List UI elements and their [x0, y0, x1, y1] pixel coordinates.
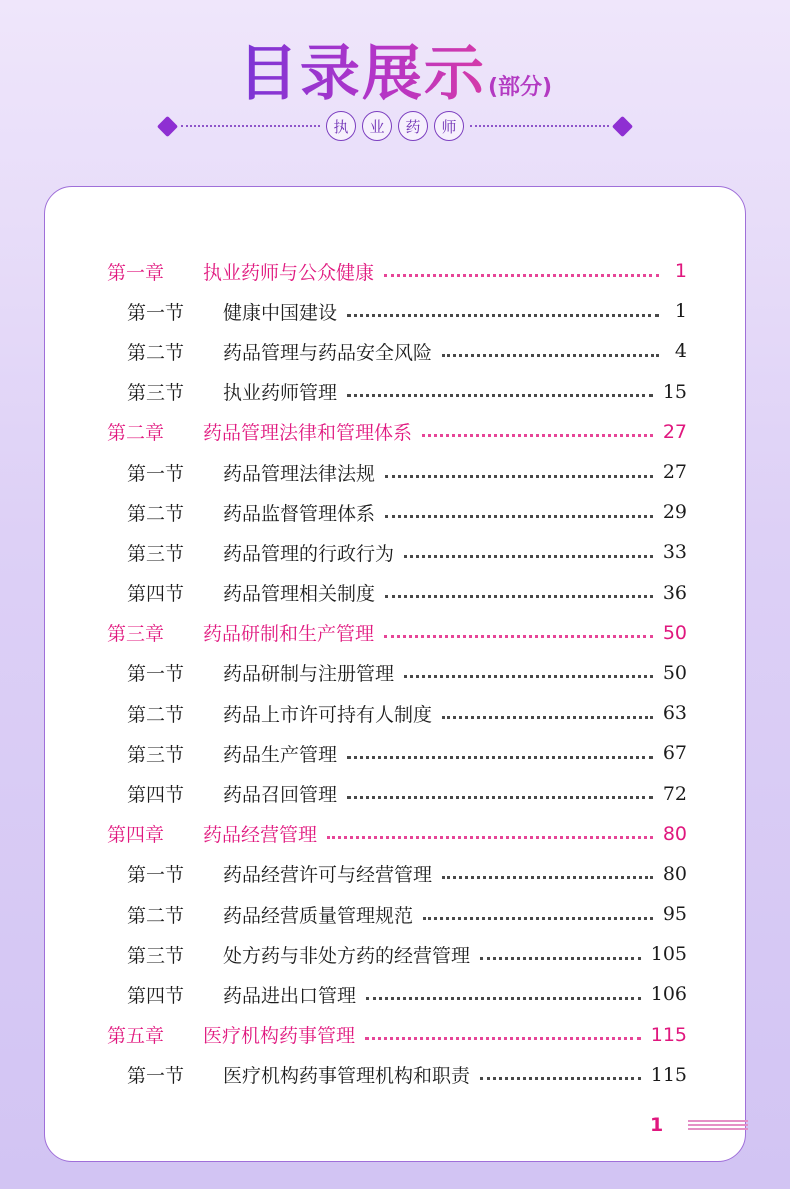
section-title: 健康中国建设 — [223, 301, 338, 324]
section-label: 第二节 — [127, 904, 185, 927]
toc-section-row[interactable] — [107, 934, 687, 974]
section-title: 药品生产管理 — [223, 743, 338, 766]
toc-chapter-row[interactable] — [107, 251, 687, 291]
chapter-page-number: 1 — [674, 260, 687, 283]
toc-chapter-row[interactable] — [107, 412, 687, 452]
page-number-bar — [688, 1120, 748, 1134]
section-title: 药品研制与注册管理 — [223, 663, 395, 686]
dot-leader — [347, 756, 653, 759]
category-badge — [326, 111, 464, 141]
chapter-title: 医疗机构药事管理 — [203, 1025, 356, 1048]
dot-leader — [442, 716, 653, 719]
dot-leader — [347, 314, 659, 317]
section-title: 药品管理与药品安全风险 — [223, 341, 433, 364]
badge-char: 师 — [434, 111, 464, 141]
section-title: 执业药师管理 — [223, 382, 338, 405]
chapter-label: 第一章 — [107, 261, 165, 284]
chapter-page-number: 80 — [662, 822, 687, 845]
dot-leader — [480, 1077, 641, 1080]
toc-section-row[interactable] — [107, 573, 687, 613]
toc-chapter-row[interactable] — [107, 1015, 687, 1055]
section-page-number: 95 — [662, 903, 687, 926]
toc-section-row[interactable] — [107, 291, 687, 331]
section-title: 药品管理相关制度 — [223, 583, 376, 606]
section-title: 药品监督管理体系 — [223, 502, 376, 525]
table-of-contents — [107, 251, 687, 1095]
section-page-number: 106 — [650, 983, 687, 1006]
section-page-number: 15 — [662, 380, 687, 403]
chapter-label: 第四章 — [107, 824, 165, 847]
dot-leader — [422, 434, 653, 437]
badge-char: 业 — [362, 111, 392, 141]
section-title: 医疗机构药事管理机构和职责 — [223, 1065, 471, 1088]
chapter-page-number: 115 — [650, 1023, 687, 1046]
chapter-title: 执业药师与公众健康 — [203, 261, 375, 284]
diamond-right-icon — [612, 115, 633, 136]
section-title: 药品上市许可持有人制度 — [223, 703, 433, 726]
section-label: 第二节 — [127, 341, 185, 364]
section-page-number: 36 — [662, 581, 687, 604]
toc-section-row[interactable] — [107, 894, 687, 934]
toc-section-row[interactable] — [107, 854, 687, 894]
section-page-number: 72 — [662, 782, 687, 805]
section-label: 第一节 — [127, 1065, 185, 1088]
chapter-title: 药品管理法律和管理体系 — [203, 422, 413, 445]
toc-section-row[interactable] — [107, 331, 687, 371]
chapter-label: 第五章 — [107, 1025, 165, 1048]
dot-leader — [423, 917, 653, 920]
chapter-page-number: 50 — [662, 621, 687, 644]
section-page-number: 50 — [662, 661, 687, 684]
section-label: 第四节 — [127, 984, 185, 1007]
diamond-left-icon — [157, 115, 178, 136]
toc-section-row[interactable] — [107, 773, 687, 813]
toc-chapter-row[interactable] — [107, 814, 687, 854]
toc-section-row[interactable] — [107, 452, 687, 492]
dot-leader — [366, 997, 641, 1000]
section-label: 第三节 — [127, 944, 185, 967]
dot-leader — [385, 475, 653, 478]
dot-leader — [384, 274, 659, 277]
dot-leader — [385, 595, 653, 598]
dot-leader — [347, 796, 653, 799]
chapter-label: 第二章 — [107, 422, 165, 445]
dot-leader — [384, 635, 653, 638]
section-label: 第一节 — [127, 663, 185, 686]
chapter-page-number: 27 — [662, 420, 687, 443]
toc-section-row[interactable] — [107, 492, 687, 532]
section-title: 药品经营质量管理规范 — [223, 904, 414, 927]
dot-leader — [404, 675, 653, 678]
section-page-number: 29 — [662, 501, 687, 524]
chapter-title: 药品研制和生产管理 — [203, 623, 375, 646]
section-title: 药品管理法律法规 — [223, 462, 376, 485]
toc-section-row[interactable] — [107, 653, 687, 693]
section-page-number: 67 — [662, 742, 687, 765]
toc-section-row[interactable] — [107, 974, 687, 1014]
section-page-number: 115 — [650, 1063, 687, 1086]
section-label: 第一节 — [127, 301, 185, 324]
section-page-number: 33 — [662, 541, 687, 564]
toc-section-row[interactable] — [107, 733, 687, 773]
dot-leader — [327, 836, 653, 839]
dotted-divider-left — [181, 125, 320, 127]
dot-leader — [365, 1037, 641, 1040]
section-page-number: 27 — [662, 461, 687, 484]
toc-section-row[interactable] — [107, 372, 687, 412]
section-label: 第四节 — [127, 583, 185, 606]
title-block — [0, 26, 790, 112]
section-title: 药品管理的行政行为 — [223, 542, 395, 565]
section-label: 第二节 — [127, 502, 185, 525]
page-subtitle: (部分) — [487, 75, 553, 100]
category-badge-row — [160, 108, 630, 144]
section-label: 第一节 — [127, 462, 185, 485]
toc-chapter-row[interactable] — [107, 613, 687, 653]
section-page-number: 1 — [674, 300, 687, 323]
section-page-number: 4 — [674, 340, 687, 363]
badge-char: 执 — [326, 111, 356, 141]
chapter-title: 药品经营管理 — [203, 824, 318, 847]
section-page-number: 80 — [662, 862, 687, 885]
section-label: 第三节 — [127, 743, 185, 766]
section-page-number: 105 — [650, 943, 687, 966]
page-number: 1 — [650, 1114, 664, 1136]
page-header — [0, 0, 790, 185]
section-page-number: 63 — [662, 702, 687, 725]
dot-leader — [385, 515, 653, 518]
toc-section-row[interactable] — [107, 693, 687, 733]
section-label: 第二节 — [127, 703, 185, 726]
section-label: 第一节 — [127, 864, 185, 887]
badge-char: 药 — [398, 111, 428, 141]
section-title: 药品经营许可与经营管理 — [223, 864, 433, 887]
dot-leader — [404, 555, 653, 558]
section-title: 药品进出口管理 — [223, 984, 357, 1007]
page-title: 目录展示 — [237, 39, 486, 109]
dot-leader — [442, 876, 653, 879]
dot-leader — [347, 394, 653, 397]
dotted-divider-right — [470, 125, 609, 127]
section-label: 第三节 — [127, 382, 185, 405]
section-title: 药品召回管理 — [223, 784, 338, 807]
section-label: 第四节 — [127, 784, 185, 807]
section-label: 第三节 — [127, 542, 185, 565]
section-title: 处方药与非处方药的经营管理 — [223, 944, 471, 967]
chapter-label: 第三章 — [107, 623, 165, 646]
dot-leader — [480, 957, 641, 960]
dot-leader — [442, 354, 659, 357]
toc-section-row[interactable] — [107, 1055, 687, 1095]
toc-card — [44, 186, 746, 1162]
toc-section-row[interactable] — [107, 532, 687, 572]
